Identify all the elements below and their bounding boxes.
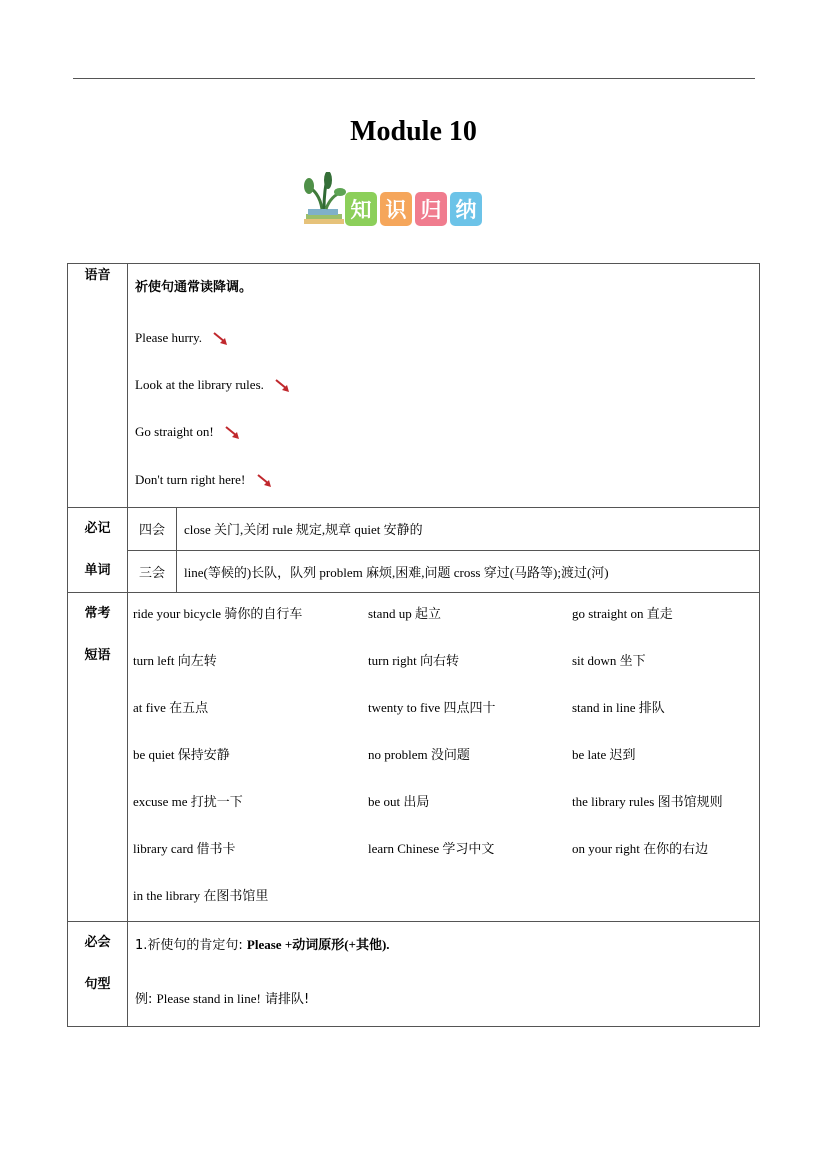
header-rule: [73, 78, 755, 79]
pattern-rule: [135, 934, 390, 953]
banner-tile-1: 知: [345, 192, 377, 226]
vocab-text: line(等候的)长队，队列 problem 麻烦,困难,问题 cross 穿过(马路等);渡过(河): [177, 550, 760, 593]
phrase-item: stand up 起立: [368, 606, 441, 622]
vocab-text: close 关门,关闭 rule 规定,规章 quiet 安静的: [177, 508, 760, 551]
phrase-item: sit down 坐下: [572, 653, 646, 669]
phrases-row: [68, 593, 760, 922]
vocab-level: 三会: [128, 550, 177, 593]
pronunciation-sentence: [135, 472, 273, 488]
pronunciation-sentence: [135, 330, 229, 346]
vocab-label-line: 必记: [84, 521, 111, 536]
phrase-item: turn left 向左转: [133, 653, 217, 669]
falling-tone-arrow-icon: [213, 332, 229, 346]
pronunciation-content: [128, 264, 759, 507]
pattern-example: [135, 988, 309, 1007]
sentence-text: Go straight on!: [135, 424, 214, 439]
pronunciation-sentence: [135, 377, 291, 393]
phrase-item: in the library 在图书馆里: [133, 888, 269, 904]
phrase-item: learn Chinese 学习中文: [368, 841, 495, 857]
rule-formula: Please +动词原形(+其他).: [246, 937, 390, 952]
phrase-item: be late 迟到: [572, 747, 636, 763]
vocab-level: 四会: [128, 508, 177, 551]
sentence-text: Please hurry.: [135, 330, 203, 345]
phrase-item: on your right 在你的右边: [572, 841, 709, 857]
phrase-item: turn right 向右转: [368, 653, 460, 669]
knowledge-banner: [300, 172, 500, 228]
sentence-patterns-content: [128, 922, 759, 1026]
sentence-patterns-label-line: 必会: [84, 935, 111, 950]
vocab-label-line: 单词: [84, 563, 111, 578]
rule-prefix: 1.祈使句的肯定句:: [135, 938, 247, 953]
example-english: Please stand in line!: [156, 991, 261, 1006]
phrases-label-line: 常考: [84, 606, 111, 621]
phrase-item: no problem 没问题: [368, 747, 470, 763]
pronunciation-label: 语音: [68, 264, 128, 508]
sentence-patterns-label: [68, 922, 128, 1027]
phrases-content: [128, 593, 759, 921]
example-chinese: 请排队!: [260, 992, 310, 1007]
pronunciation-row: [68, 264, 760, 508]
phrases-label: [68, 593, 128, 922]
falling-tone-arrow-icon: [225, 426, 241, 440]
phrase-item: excuse me 打扰一下: [133, 794, 243, 810]
sentence-patterns-row: [68, 922, 760, 1027]
knowledge-table: [67, 263, 760, 1027]
page-title: Module 10: [350, 116, 477, 147]
banner-tile-4: 纳: [450, 192, 482, 226]
phrase-item: the library rules 图书馆规则: [572, 794, 723, 810]
phrase-item: go straight on 直走: [572, 606, 673, 622]
falling-tone-arrow-icon: [275, 379, 291, 393]
vocab-row: [68, 550, 760, 593]
banner-tile-3: 归: [415, 192, 447, 226]
sentence-text: Look at the library rules.: [135, 377, 264, 392]
phrase-item: twenty to five 四点四十: [368, 700, 496, 716]
phrase-item: ride your bicycle 骑你的自行车: [133, 606, 303, 622]
sentence-text: Don't turn right here!: [135, 472, 246, 487]
phrase-item: stand in line 排队: [572, 700, 665, 716]
banner-tile-2: 识: [380, 192, 412, 226]
pronunciation-sentence: [135, 424, 241, 440]
phrase-item: be out 出局: [368, 794, 430, 810]
falling-tone-arrow-icon: [257, 474, 273, 488]
phrase-item: at five 在五点: [133, 700, 209, 716]
phrases-label-line: 短语: [84, 648, 111, 663]
vocab-label: [68, 508, 128, 593]
phrase-item: be quiet 保持安静: [133, 747, 230, 763]
pronunciation-heading: 祈使句通常读降调。: [135, 280, 253, 295]
example-prefix: 例:: [135, 992, 157, 1007]
phrase-item: library card 借书卡: [133, 841, 236, 857]
sentence-patterns-label-line: 句型: [84, 977, 111, 992]
vocab-row: [68, 508, 760, 551]
plant-books-icon: [300, 172, 350, 228]
